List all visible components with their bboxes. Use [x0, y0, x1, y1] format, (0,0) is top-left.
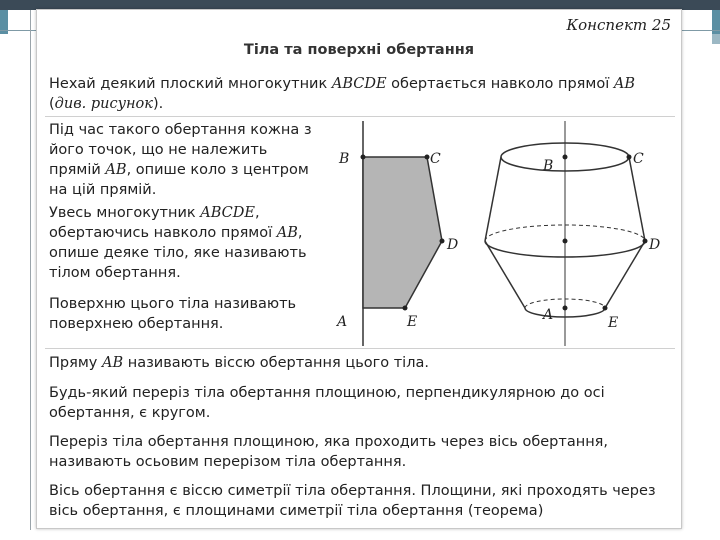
polygon-abcde [363, 157, 442, 308]
solid-label-d: D [649, 237, 661, 253]
text-run: , опише деяке тіло, яке називають тілом обертання. [49, 225, 307, 281]
label-a: A [337, 314, 348, 330]
document-page [36, 9, 682, 529]
solid-label-e: E [608, 315, 619, 331]
polygon-name: ABCDE [331, 76, 387, 92]
line-name: AB [276, 225, 298, 241]
text-run: ( [49, 96, 55, 112]
text-run: , обертаючись навколо прямої [49, 205, 277, 241]
solid-point-d [643, 239, 648, 244]
side-upper-left [485, 157, 501, 241]
text-run: Нехай деякий плоский многокутник [49, 76, 332, 92]
text-run: називають віссю обертання цього тіла. [123, 355, 429, 371]
text-run: ). [152, 96, 164, 112]
slide-accent-right-light [712, 34, 720, 44]
label-b: B [339, 151, 350, 167]
separator [45, 348, 675, 349]
point-d [440, 239, 445, 244]
label-d: D [447, 237, 459, 253]
text-run: Увесь многокутник [49, 205, 201, 221]
paragraph-symmetry: Вісь обертання є віссю симетрії тіла обертання. Площини, які проходять через вісь обертання, є площинами симетрії тіла обертання (теорема) [49, 483, 656, 519]
paragraph-axial-section: Переріз тіла обертання площиною, яка проходить через вісь обертання, називають осьовим перерізом тіла обертання. [49, 434, 609, 470]
figure-rotation [327, 118, 677, 348]
solid-label-a: A [543, 307, 554, 323]
solid-point-c [627, 155, 632, 160]
separator [45, 116, 675, 117]
text-run: Під час такого обертання кожна з його точок, що не належить прямій [49, 122, 312, 178]
text-run: Пряму [49, 355, 102, 371]
header-label: Конспект 25 [566, 16, 671, 34]
paragraph-solid [49, 203, 319, 283]
line-name: AB [105, 162, 127, 178]
figure-reference: див. рисунок [54, 96, 153, 112]
line-name: AB [101, 355, 124, 371]
solid-label-c: C [633, 151, 644, 167]
polygon-name: ABCDE [200, 205, 255, 221]
side-upper-right [629, 157, 645, 241]
line-name: AB [613, 76, 635, 92]
solid-point-e [603, 306, 608, 311]
point-c [425, 155, 430, 160]
paragraph-intro [49, 74, 669, 114]
point-e [403, 306, 408, 311]
point-b [361, 155, 366, 160]
text-run: , опише коло з центром на цій прямій. [49, 162, 309, 198]
solid-point-center [563, 239, 568, 244]
slide-vertical-rule [30, 10, 31, 530]
page-title: Тіла та поверхні обертання [243, 42, 475, 58]
slide-rule-right [680, 30, 720, 31]
label-e: E [407, 314, 418, 330]
paragraph-surface: Поверхню цього тіла називають поверхнею обертання. [49, 296, 297, 332]
solid-point-a [563, 306, 568, 311]
text-run: обертається навколо прямої [386, 76, 614, 92]
label-c: C [430, 151, 441, 167]
paragraph-rotation [49, 120, 319, 200]
solid-label-b: B [543, 158, 554, 174]
paragraph-axis [49, 353, 669, 373]
solid-point-b [563, 155, 568, 160]
paragraph-cross-section: Будь-який переріз тіла обертання площиною, перпендикулярною до осі обертання, є кругом. [49, 385, 605, 421]
